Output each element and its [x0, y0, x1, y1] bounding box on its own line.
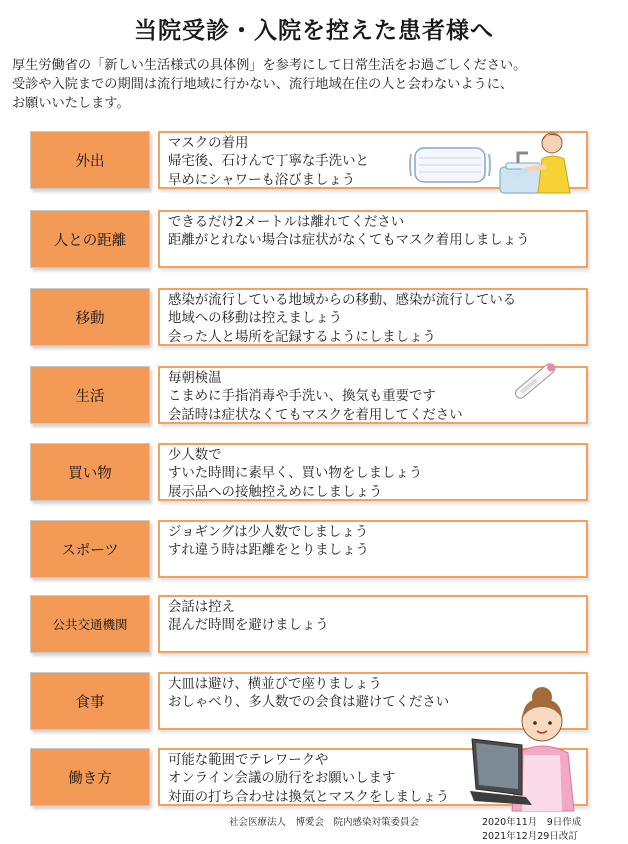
thermometer-icon	[505, 358, 565, 404]
category-label: 生活	[30, 366, 150, 424]
handwashing-woman-icon	[498, 127, 578, 197]
guideline-line: 帰宅後、石けんで丁寧な手洗いと	[168, 154, 369, 170]
category-label: 働き方	[30, 748, 150, 806]
guideline-line: 地域への移動は控えましょう	[168, 311, 343, 327]
guideline-line: すいた時間に素早く、買い物をしましょう	[168, 466, 423, 482]
intro-text	[12, 56, 618, 113]
page-title: 当院受診・入院を控えた患者様へ	[134, 18, 494, 44]
guideline-line: 対面の打ち合わせは換気とマスクをしましょう	[168, 789, 450, 805]
footer-organization: 社会医療法人 博愛会 院内感染対策委員会	[229, 817, 420, 828]
guideline-line: 距離がとれない場合は症状がなくてもマスク着用しましょう	[168, 233, 530, 249]
guideline-line: 会った人と場所を記録するようにしましょう	[168, 329, 436, 345]
face-mask-icon	[405, 144, 495, 186]
guideline-line: 早めにシャワーも浴びましょう	[168, 172, 356, 188]
woman-laptop-icon	[470, 683, 580, 813]
category-label: 移動	[30, 288, 150, 346]
category-label: 買い物	[30, 443, 150, 501]
guideline-box	[158, 443, 588, 501]
guideline-line: 会話時は症状なくてもマスクを着用してください	[168, 407, 463, 423]
guideline-line: 展示品への接触控えめにしましょう	[168, 484, 383, 500]
guideline-line: できるだけ2メートルは離れてください	[168, 215, 405, 230]
category-label: 人との距離	[30, 210, 150, 268]
guideline-line: 大皿は避け、横並びで座りましょう	[168, 677, 382, 692]
guideline-box	[158, 595, 588, 653]
guideline-line: オンライン会議の励行をお願いします	[168, 771, 396, 787]
category-label: 公共交通機関	[30, 595, 150, 653]
category-label: スポーツ	[30, 520, 150, 578]
guideline-line: 可能な範囲でテレワークや	[168, 753, 329, 768]
intro-line: 受診や入院までの期間は流行地域に行かない、流行地域在住の人と会わないように、	[12, 77, 514, 92]
footer-created-date: 2020年11月 9日作成	[482, 817, 582, 828]
intro-line: 厚生労働省の「新しい生活様式の具体例」を参考にして日常生活をお過ごしください。	[12, 58, 527, 73]
category-label: 食事	[30, 672, 150, 730]
footer-revised-date: 2021年12月29日改訂	[482, 831, 578, 842]
guideline-line: 少人数で	[168, 448, 222, 463]
guideline-line: すれ違う時は距離をとりましょう	[168, 543, 369, 559]
guideline-line: こまめに手指消毒や手洗い、換気も重要です	[168, 389, 436, 405]
category-label: 外出	[30, 131, 150, 189]
guideline-line: 感染が流行している地域からの移動、感染が流行している	[168, 293, 517, 308]
guideline-box	[158, 520, 588, 578]
guideline-line: 会話は控え	[168, 600, 235, 615]
guideline-line: 毎朝検温	[168, 371, 222, 386]
guideline-box	[158, 288, 588, 346]
guideline-box	[158, 210, 588, 268]
guideline-line: マスクの着用	[168, 136, 249, 151]
guideline-line: 混んだ時間を避けましょう	[168, 618, 329, 634]
guideline-line: ジョギングは少人数でしましょう	[168, 525, 369, 540]
guideline-line: おしゃべり、多人数での会食は避けてください	[168, 695, 450, 711]
intro-line: お願いいたします。	[12, 96, 130, 111]
